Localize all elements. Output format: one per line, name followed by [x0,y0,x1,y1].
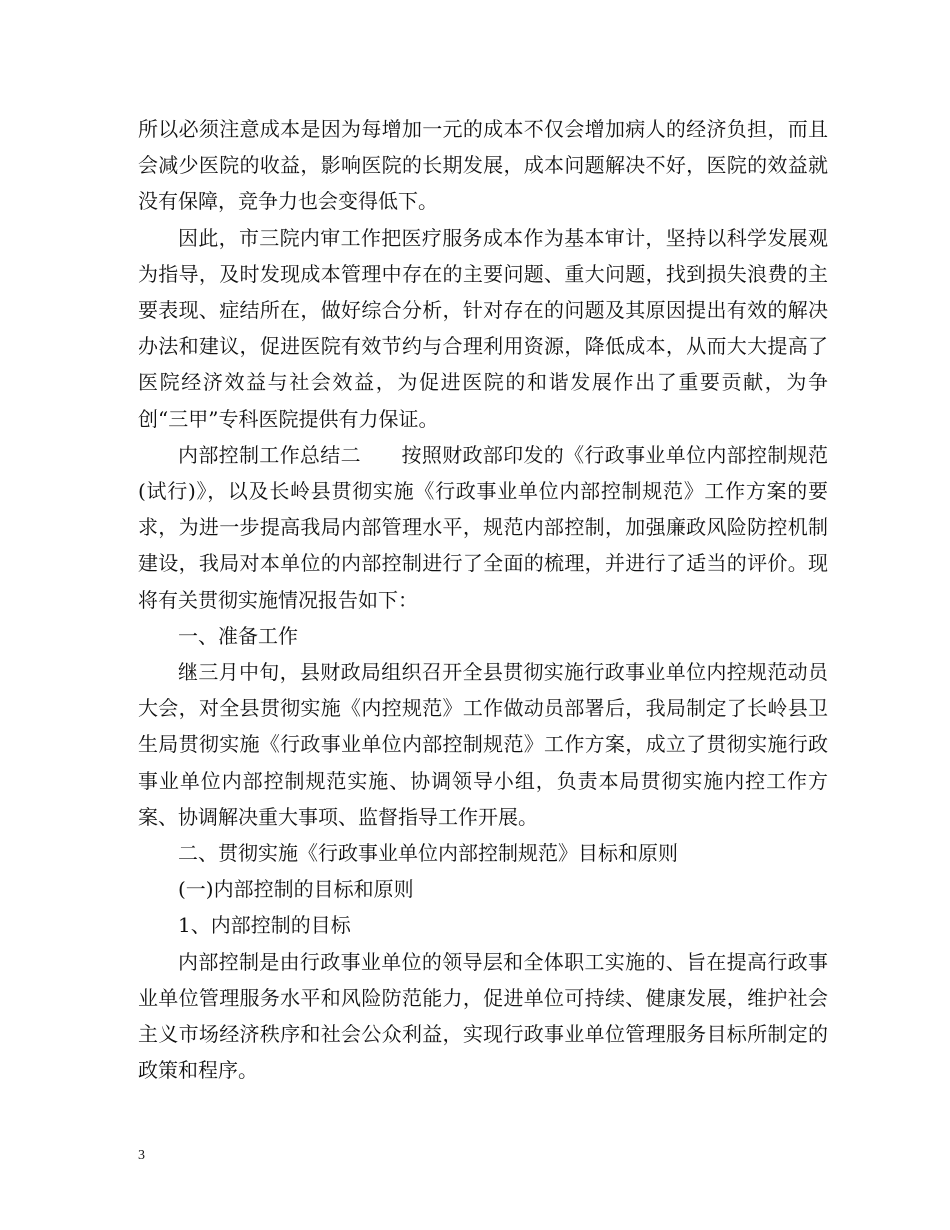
paragraph-3: 内部控制工作总结二 按照财政部印发的《行政事业单位内部控制规范(试行)》，以及长岭县贯彻实施《行政事业单位内部控制规范》工作方案的要求，为进一步提高我局内部管理水平，规范内部控制，加强廉政风险防控机制建设，我局对本单位的内部控制进行了全面的梳理，并进行了适当的评价。现将有关贯彻实施情况报告如下： [138,442,828,612]
page-number: 3 [138,1148,145,1163]
section-heading-preparation: 一、准备工作 [178,623,298,648]
section-heading-goals-principles: 二、贯彻实施《行政事业单位内部控制规范》目标和原则 [178,841,678,866]
subsection-heading-control-goals: 1、内部控制的目标 [178,913,351,938]
paragraph-1: 所以必须注意成本是因为每增加一元的成本不仅会增加病人的经济负担，而且会减少医院的收益，影响医院的长期发展，成本问题解决不好，医院的效益就没有保障，竞争力也会变得低下。 [138,117,828,214]
subsection-heading-control-goals-principles: (一)内部控制的目标和原则 [178,877,414,902]
paragraph-2: 因此，市三院内审工作把医疗服务成本作为基本审计，坚持以科学发展观为指导，及时发现成本管理中存在的主要问题、重大问题，找到损失浪费的主要表现、症结所在，做好综合分析，针对存在的问题及其原因提出有效的解决办法和建议，促进医院有效节约与合理利用资源，降低成本，从而大大提高了医院经济效益与社会效益，为促进医院的和谐发展作出了重要贡献，为争创“三甲”专科医院提供有力保证。 [138,225,828,431]
document-body [138,111,828,1088]
paragraph-4: 继三月中旬，县财政局组织召开全县贯彻实施行政事业单位内控规范动员大会，对全县贯彻实施《内控规范》工作做动员部署后，我局制定了长岭县卫生局贯彻实施《行政事业单位内部控制规范》工作方案，成立了贯彻实施行政事业单位内部控制规范实施、协调领导小组，负责本局贯彻实施内控工作方案、协调解决重大事项、监督指导工作开展。 [138,660,828,829]
paragraph-5: 内部控制是由行政事业单位的领导层和全体职工实施的、旨在提高行政事业单位管理服务水平和风险防范能力，促进单位可持续、健康发展，维护社会主义市场经济秩序和社会公众利益，实现行政事业单位管理服务目标所制定的政策和程序。 [138,949,828,1083]
